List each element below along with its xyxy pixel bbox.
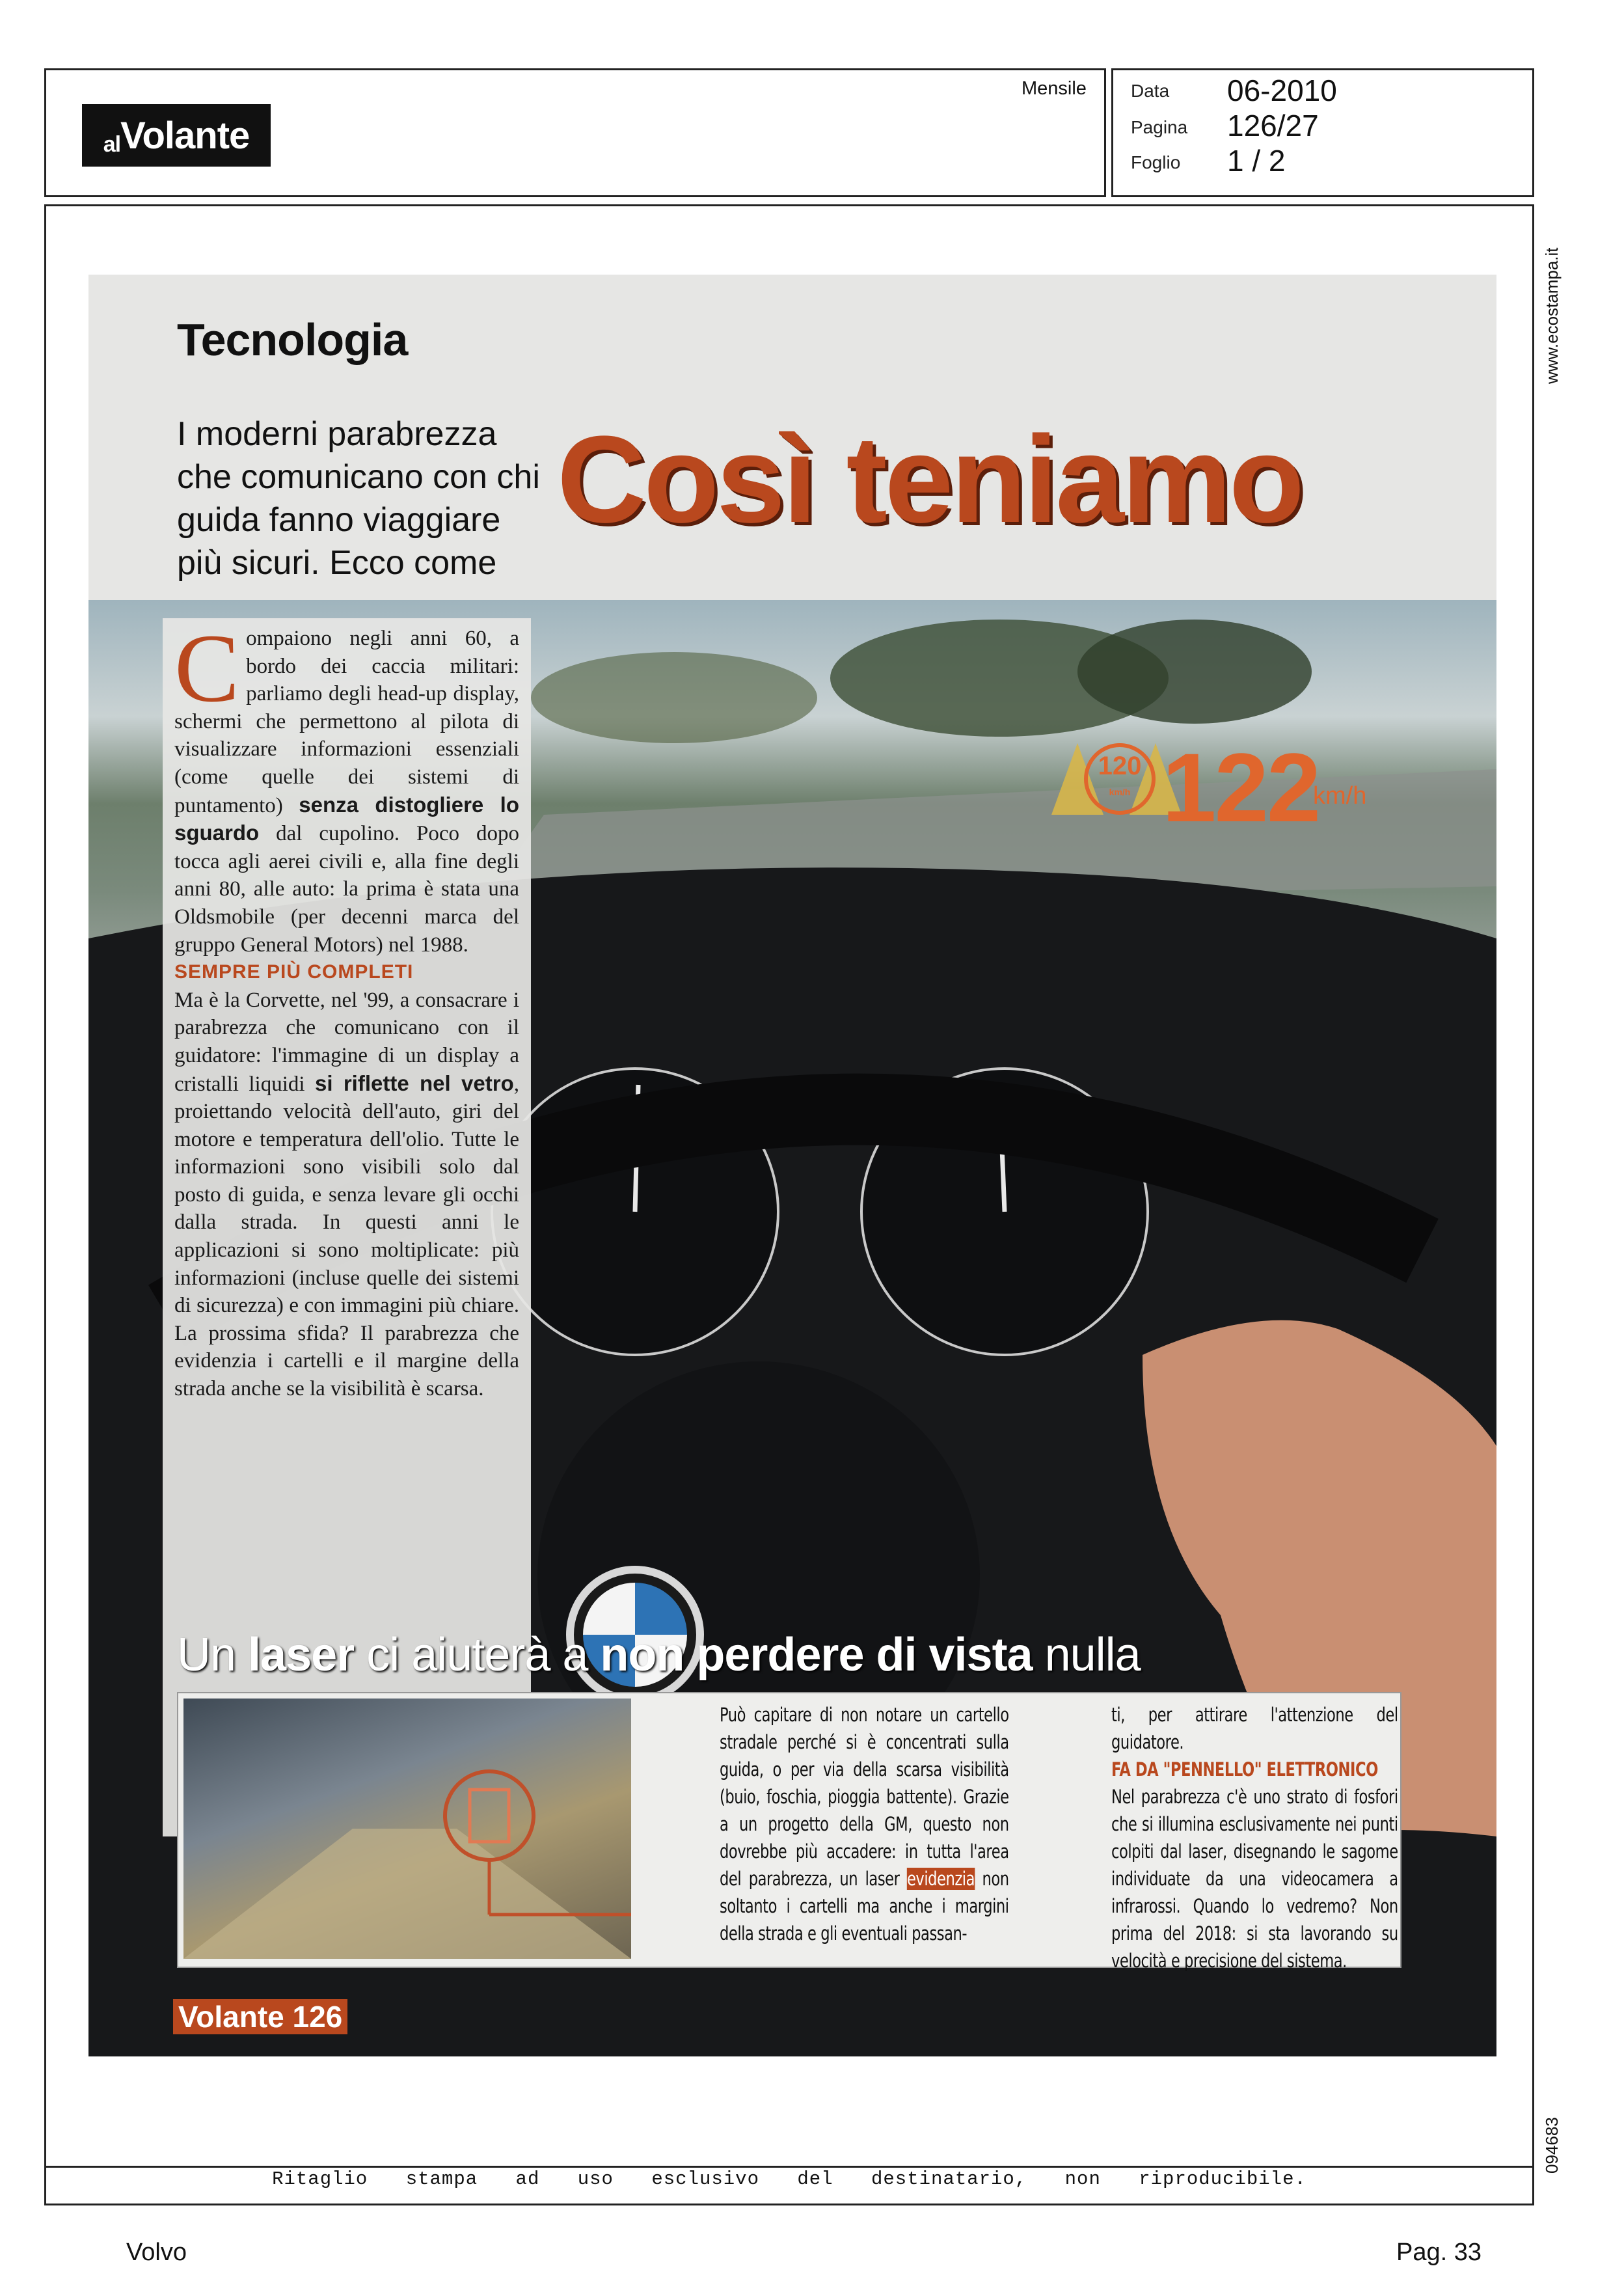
box-photo (183, 1699, 631, 1959)
footer-page-number: Pag. 33 (1396, 2239, 1482, 2266)
box-col2-text: Nel parabrezza c'è uno strato di fosfori che si illumina esclusivamente nei punti colpiti dal laser, disegnando le sagome individuate da una videocamera a infrarossi. Quando lo vedremo? Non prima del 2018: si sta lavorando su velocità e precisione del sistema. (1111, 1786, 1398, 1972)
box-title-part-5: nulla (1032, 1629, 1141, 1681)
side-code-text: 094683 (1542, 2117, 1562, 2174)
box-title-part-4: non perdere di vista (600, 1629, 1033, 1681)
logo-prefix: al (103, 132, 121, 157)
speed-limit-sign (1084, 743, 1156, 815)
laser-sign-illustration (183, 1699, 631, 1959)
body-bold-1: senza distogliere lo sguardo (174, 792, 519, 845)
body-paragraph-1-end: dal cupolino. Poco dopo tocca agli aerei civili e, alla fine degli anni 80, alle auto: la prima è stata una Oldsmobile (per decenni marca del gruppo General Motors) nel 1988. (174, 822, 519, 957)
box-col1-text: Può capitare di non notare un cartello stradale perché si è concentrati sulla guida, o per via della scarsa visibilità (buio, foschia, pioggia battente). Grazie a un progetto della GM, questo non dovrebbe più accadere: in tutta l'area del parabrezza, un laser (720, 1704, 1009, 1890)
footer-client: Volvo (126, 2239, 187, 2266)
box-title (177, 1628, 1141, 1682)
logo-name: Volante (120, 114, 250, 157)
article-scan (88, 275, 1496, 2056)
meta-value-date: 06-2010 (1227, 74, 1337, 107)
box-col2-start: ti, per attirare l'attenzione del guidatore. (1111, 1704, 1398, 1753)
folio-logo: Volante 126 (173, 1999, 347, 2034)
periodicity-label: Mensile (1022, 78, 1087, 99)
meta-value-page: 126/27 (1227, 109, 1319, 143)
body-subhead: SEMPRE PIÙ COMPLETI (174, 961, 414, 983)
box-title-part-1: Un (177, 1629, 249, 1681)
box-title-part-2: laser (248, 1629, 355, 1681)
article-headline: Così teniamo (557, 411, 1302, 549)
speed-limit-unit: km/h (1109, 787, 1131, 797)
hud-speed-unit: km/h (1313, 782, 1367, 810)
meta-label-date: Data (1131, 81, 1170, 101)
section-label: Tecnologia (177, 314, 408, 365)
drop-cap: C (174, 614, 240, 722)
meta-label-page: Pagina (1131, 117, 1188, 137)
clipping-disclaimer: Ritaglio stampa ad uso esclusivo del destinatario, non riproducibile. (272, 2168, 1306, 2190)
meta-value-sheet: 1 / 2 (1227, 144, 1286, 178)
body-paragraph-2: Ma è la Corvette, nel '99, a consacrare i parabrezza che comunicano con il guidatore: l'immagine di un display a cristalli liquidi (174, 988, 519, 1096)
sidebar-box (177, 1692, 1401, 1972)
meta-label-sheet: Foglio (1131, 152, 1181, 172)
body-paragraph-2-end: , proiettando velocità dell'auto, giri del motore e temperatura dell'olio. Tutte le informazioni sono visibili solo dal posto di guida, e senza levare gli occhi dalla strada. In questi anni le applicazioni si sono moltiplicate: più informazioni (incluse quelle dei sistemi di sicurezza) e con immagini più chiare. La prossima sfida? Il parabrezza che evidenzia i cartelli e il margine della strada anche se la visibilità è scarsa. (174, 1072, 519, 1401)
side-code (1542, 2102, 1568, 2180)
box-title-part-3: ci aiuterà a (354, 1629, 601, 1681)
hud-speed-value: 122 (1162, 733, 1320, 842)
body-bold-2: si riflette nel vetro (314, 1071, 514, 1095)
box-col2-subhead: FA DA "PENNELLO" ELETTRONICO (1111, 1758, 1378, 1781)
publication-logo (82, 104, 271, 167)
box-col1-text-end: non soltanto i cartelli ma anche i margini della strada e gli eventuali passan- (720, 1868, 1009, 1945)
side-url-text: www.ecostampa.it (1542, 247, 1562, 384)
body-paragraph-1: ompaiono negli anni 60, a bordo dei caccia militari: parliamo degli head-up display, schermi che permettono al pilota di visualizzare informazioni essenziali (come quelle dei sistemi di puntamento) (174, 627, 519, 817)
box-column-1 (720, 1701, 1009, 1947)
side-url (1542, 215, 1568, 397)
article-deck: I moderni parabrezza che comunicano con chi guida fanno viaggiare più sicuri. Ecco come (177, 415, 540, 582)
box-col1-highlight: evidenzia (906, 1868, 975, 1890)
box-column-2 (1111, 1701, 1398, 1974)
speed-limit-value: 120 (1098, 752, 1142, 780)
footer-divider (44, 2166, 1534, 2168)
